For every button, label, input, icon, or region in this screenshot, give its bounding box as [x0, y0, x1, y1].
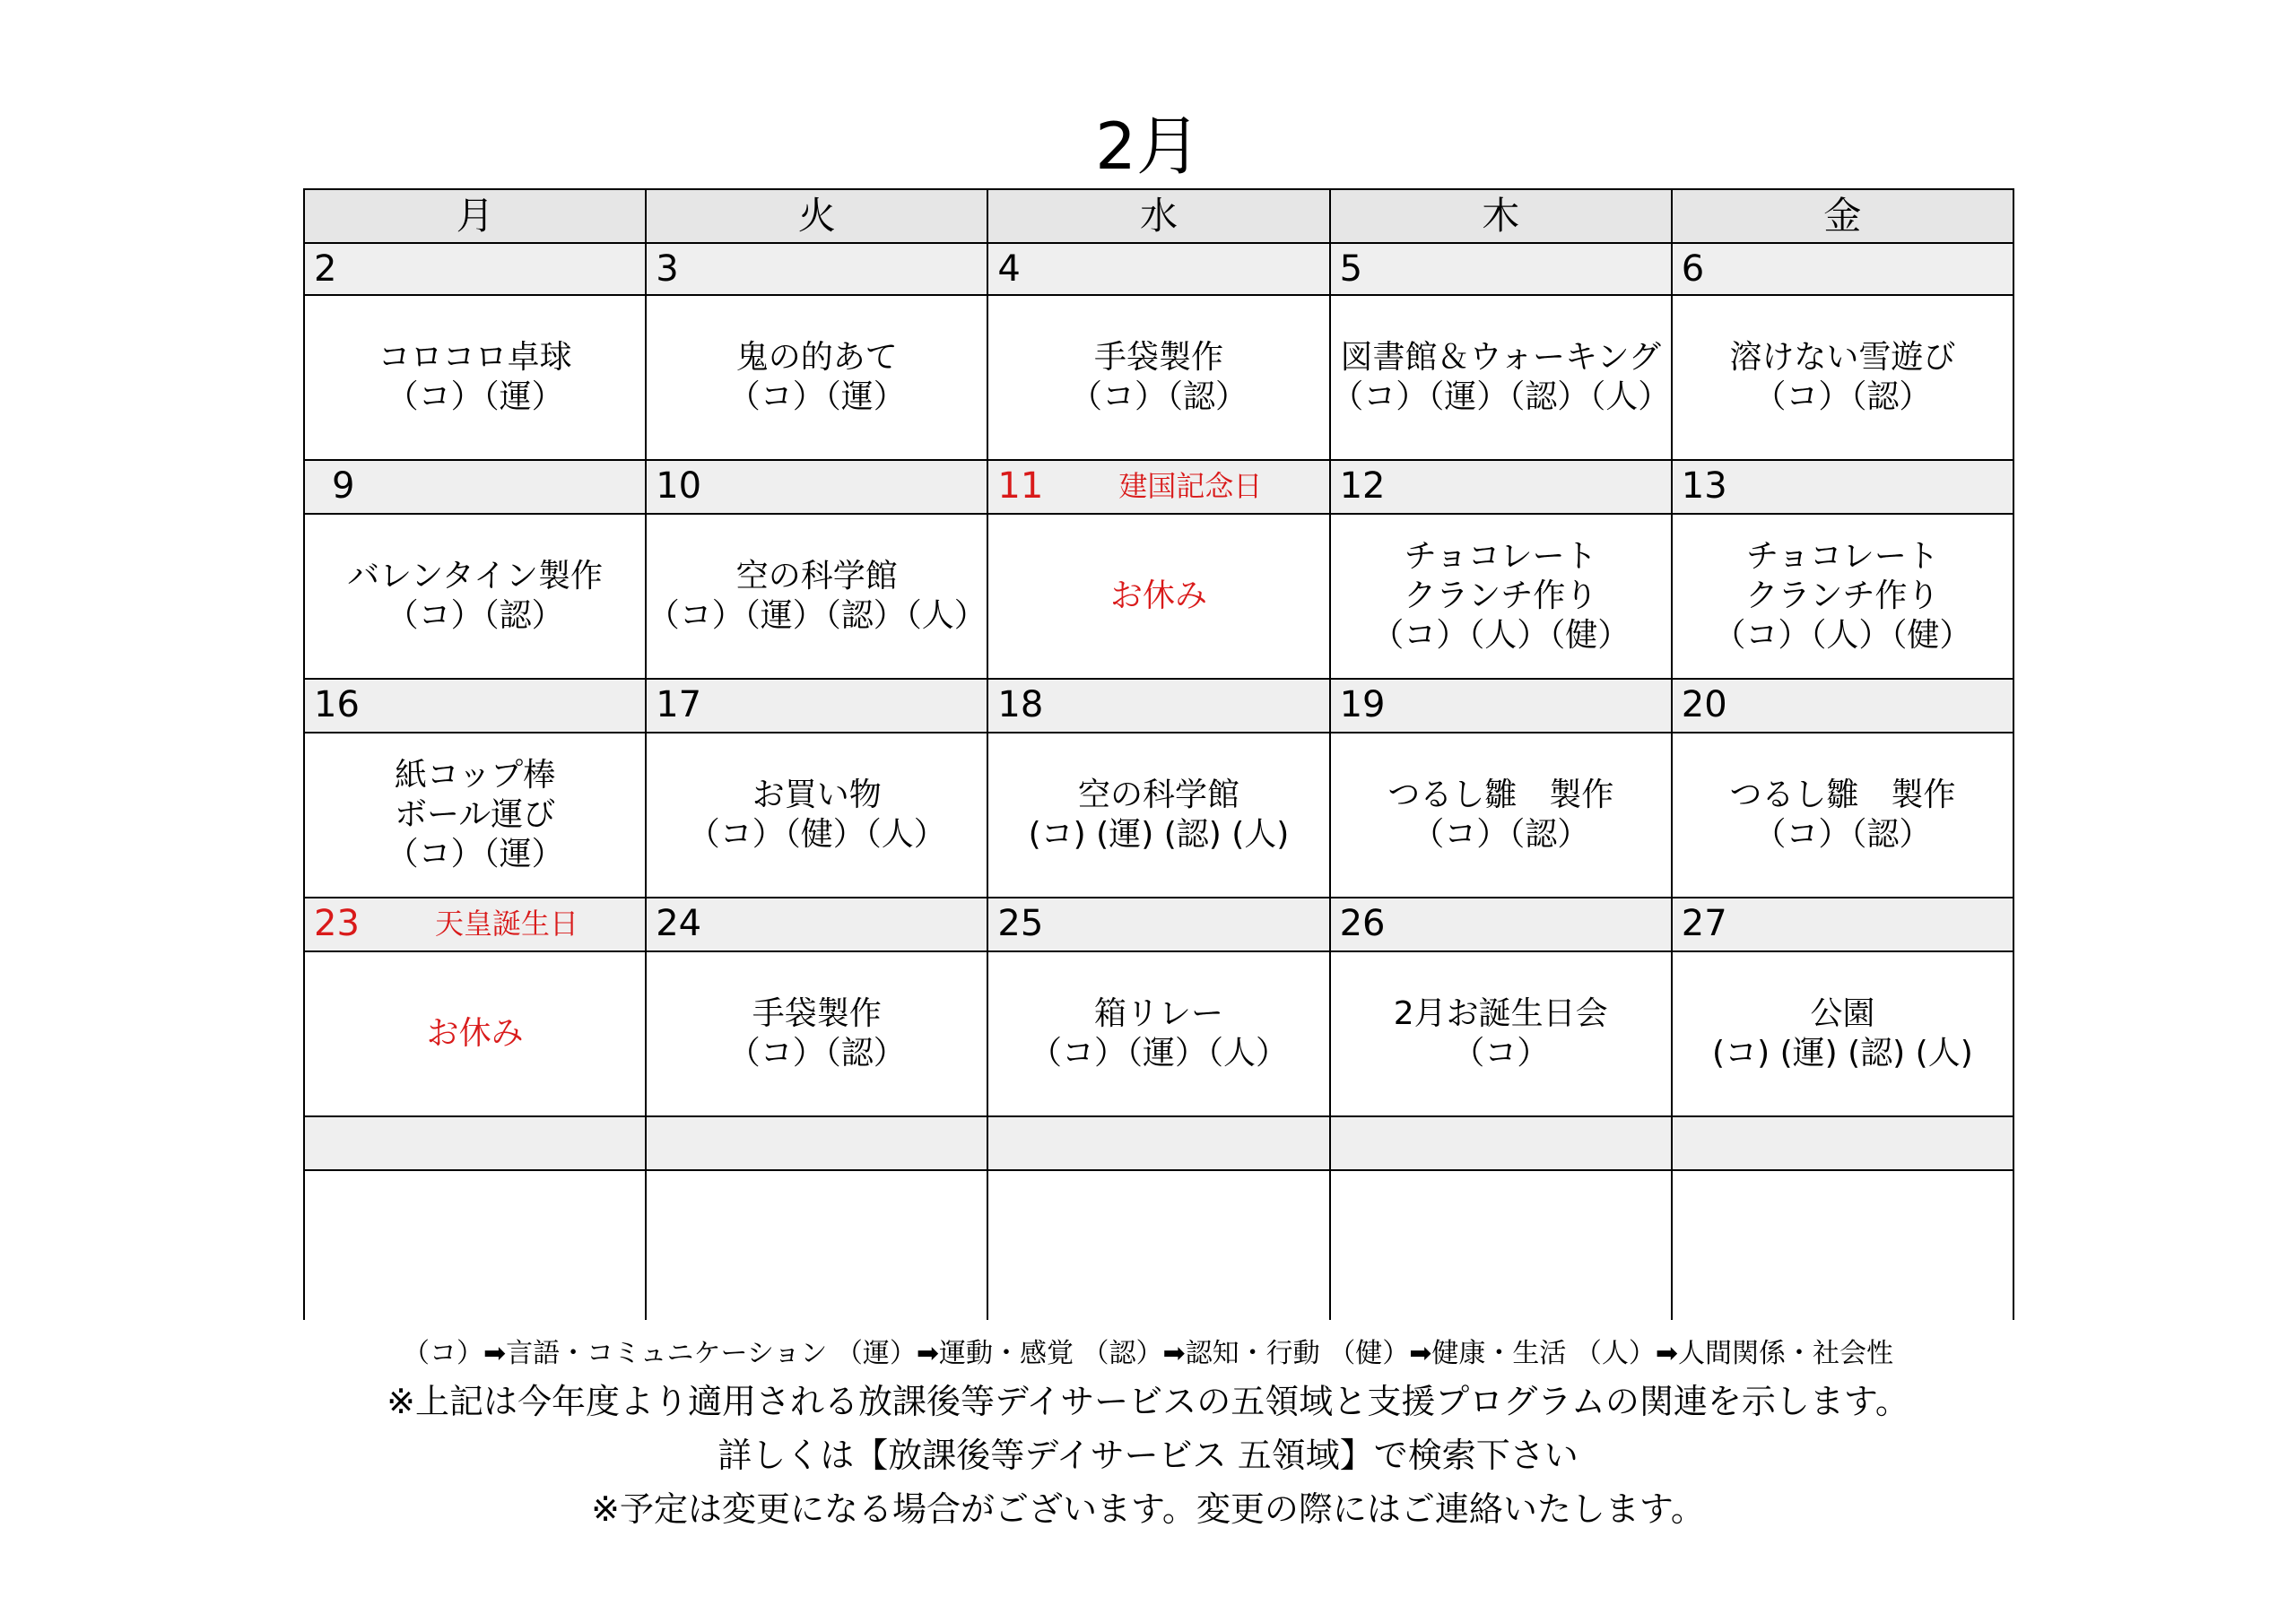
- activity-cell: [1673, 1171, 2013, 1324]
- activity-line: （コ）（運）: [386, 378, 564, 415]
- date-cell: [305, 244, 645, 294]
- holiday-name: 天皇誕生日: [435, 907, 579, 941]
- activity-cell: [988, 515, 1328, 678]
- date-number: 11: [997, 465, 1044, 507]
- activity-line: 空の科学館: [735, 558, 898, 595]
- date-cell: [1673, 244, 2013, 294]
- activity-line: 図書館＆ウォーキング: [1340, 339, 1661, 376]
- activity-line: お買い物: [752, 777, 882, 813]
- activity-cell: [1673, 733, 2013, 897]
- activity-line: 鬼の的あて: [735, 339, 898, 376]
- note-search-hint: 詳しくは【放課後等デイサービス 五領域】で検索下さい: [718, 1436, 1578, 1475]
- activity-line: （コ）（人）（健）: [1371, 617, 1631, 654]
- activity-cell: [647, 952, 987, 1115]
- date-number: 12: [1339, 465, 1386, 507]
- activity-line: コロコロ卓球: [378, 339, 572, 376]
- activity-cell: [305, 1171, 645, 1324]
- activity-line: チョコレート: [1404, 538, 1597, 575]
- weekday-header: 木: [1331, 190, 1671, 242]
- activity-cell: [988, 296, 1328, 459]
- activity-cell: [647, 733, 987, 897]
- note-schedule-change: ※予定は変更になる場合がございます。変更の際にはご連絡いたします。: [591, 1489, 1705, 1529]
- date-cell: [988, 898, 1328, 950]
- note-five-domains: ※上記は今年度より適用される放課後等デイサービスの五領域と支援プログラムの関連を示します。: [387, 1382, 1909, 1421]
- date-number: 18: [997, 684, 1044, 725]
- activity-cell: [1331, 515, 1671, 678]
- activity-line: 紙コップ棒: [394, 757, 556, 794]
- date-number: 20: [1681, 684, 1727, 725]
- activity-line: （コ）（運）（認）（人）: [1331, 378, 1671, 415]
- date-number: 9: [332, 465, 355, 507]
- activity-line: （コ）（認）: [1753, 816, 1932, 853]
- activity-line: （コ）（認）: [727, 1035, 906, 1072]
- date-number: 27: [1681, 903, 1727, 944]
- activity-line: 手袋製作: [752, 995, 882, 1032]
- closed-label: お休み: [426, 1015, 524, 1052]
- activity-line: （コ）（人）（健）: [1713, 617, 1972, 654]
- activity-cell: [1331, 952, 1671, 1115]
- date-number: 25: [997, 903, 1044, 944]
- date-cell: [988, 1117, 1328, 1169]
- date-number: 26: [1339, 903, 1386, 944]
- legend-text: （コ）➡言語・コミュニケーション （運）➡運動・感覚 （認）➡認知・行動 （健）➡健康・生活 （人）➡人間関係・社会性: [402, 1338, 1894, 1369]
- date-cell: [1331, 680, 1671, 732]
- date-cell: [988, 244, 1328, 294]
- date-cell: [647, 1117, 987, 1169]
- activity-line: 空の科学館: [1077, 777, 1239, 813]
- weekday-header: 火: [647, 190, 987, 242]
- activity-cell: [647, 515, 987, 678]
- date-number: 19: [1339, 684, 1386, 725]
- date-cell: [647, 898, 987, 950]
- activity-line: ボール運び: [394, 796, 556, 833]
- activity-line: （コ）（認）: [1753, 378, 1932, 415]
- activity-line: つるし雛 製作: [1729, 777, 1956, 813]
- activity-line: （コ）（運）: [727, 378, 906, 415]
- activity-line: 溶けない雪遊び: [1729, 339, 1956, 376]
- activity-line: （コ）（認）: [1069, 378, 1248, 415]
- activity-line: 公園: [1810, 995, 1875, 1032]
- activity-line: チョコレート: [1745, 538, 1939, 575]
- activity-cell: [1673, 952, 2013, 1115]
- activity-cell: [1673, 515, 2013, 678]
- date-cell: [1331, 898, 1671, 950]
- activity-cell: [988, 733, 1328, 897]
- date-number: 4: [997, 248, 1021, 290]
- activity-line: 2月お誕生日会: [1393, 995, 1608, 1032]
- date-number: 24: [656, 903, 702, 944]
- date-number: 2: [314, 248, 337, 290]
- activity-cell: [305, 515, 645, 678]
- activity-line: バレンタイン製作: [347, 558, 604, 595]
- date-cell: [305, 1117, 645, 1169]
- date-number: 13: [1681, 465, 1727, 507]
- weekday-header: 水: [988, 190, 1328, 242]
- activity-cell: [988, 952, 1328, 1115]
- activity-cell: [1331, 296, 1671, 459]
- date-number: 23: [314, 903, 360, 944]
- date-cell: [988, 680, 1328, 732]
- page-title: 2月: [1095, 108, 1201, 184]
- date-cell: [305, 461, 645, 513]
- activity-line: (コ) (運) (認) (人): [1712, 1035, 1973, 1072]
- date-number: 10: [656, 465, 702, 507]
- activity-line: つるし雛 製作: [1387, 777, 1614, 813]
- activity-cell: [1331, 733, 1671, 897]
- activity-line: （コ）（認）: [386, 597, 564, 634]
- date-cell: [1673, 1117, 2013, 1169]
- date-number: 6: [1681, 248, 1705, 290]
- activity-cell: [305, 952, 645, 1115]
- activity-line: （コ）（認）: [1412, 816, 1590, 853]
- weekday-header: 金: [1673, 190, 2013, 242]
- activity-line: （コ）（運）: [386, 836, 564, 872]
- date-cell: [1331, 461, 1671, 513]
- holiday-name: 建国記念日: [1118, 469, 1263, 503]
- activity-cell: [988, 1171, 1328, 1324]
- date-number: 16: [314, 684, 360, 725]
- date-cell: [305, 680, 645, 732]
- activity-cell: [1331, 1171, 1671, 1324]
- activity-line: （コ）（運）（認）（人）: [647, 597, 987, 634]
- activity-line: （コ）（運）（人）: [1029, 1035, 1288, 1072]
- date-cell: [1331, 1117, 1671, 1169]
- activity-cell: [1673, 296, 2013, 459]
- date-number: 5: [1339, 248, 1363, 290]
- date-number: 17: [656, 684, 702, 725]
- date-number: 3: [656, 248, 679, 290]
- activity-line: (コ) (運) (認) (人): [1028, 816, 1290, 853]
- activity-cell: [647, 1171, 987, 1324]
- date-cell: [647, 461, 987, 513]
- date-cell: [1673, 680, 2013, 732]
- date-cell: [1331, 244, 1671, 294]
- date-cell: [305, 898, 645, 950]
- activity-cell: [305, 296, 645, 459]
- activity-cell: [647, 296, 987, 459]
- activity-line: クランチ作り: [1404, 577, 1598, 614]
- activity-cell: [305, 733, 645, 897]
- activity-line: （コ）（健）（人）: [687, 816, 946, 853]
- activity-line: クランチ作り: [1745, 577, 1940, 614]
- date-cell: [1673, 898, 2013, 950]
- date-cell: [988, 461, 1328, 513]
- weekday-header: 月: [305, 190, 645, 242]
- activity-line: （コ）: [1452, 1035, 1550, 1072]
- calendar-grid: [303, 188, 2014, 1320]
- date-cell: [647, 680, 987, 732]
- date-cell: [1673, 461, 2013, 513]
- activity-line: 箱リレー: [1093, 995, 1223, 1032]
- closed-label: お休み: [1109, 577, 1207, 614]
- activity-line: 手袋製作: [1093, 339, 1223, 376]
- date-cell: [647, 244, 987, 294]
